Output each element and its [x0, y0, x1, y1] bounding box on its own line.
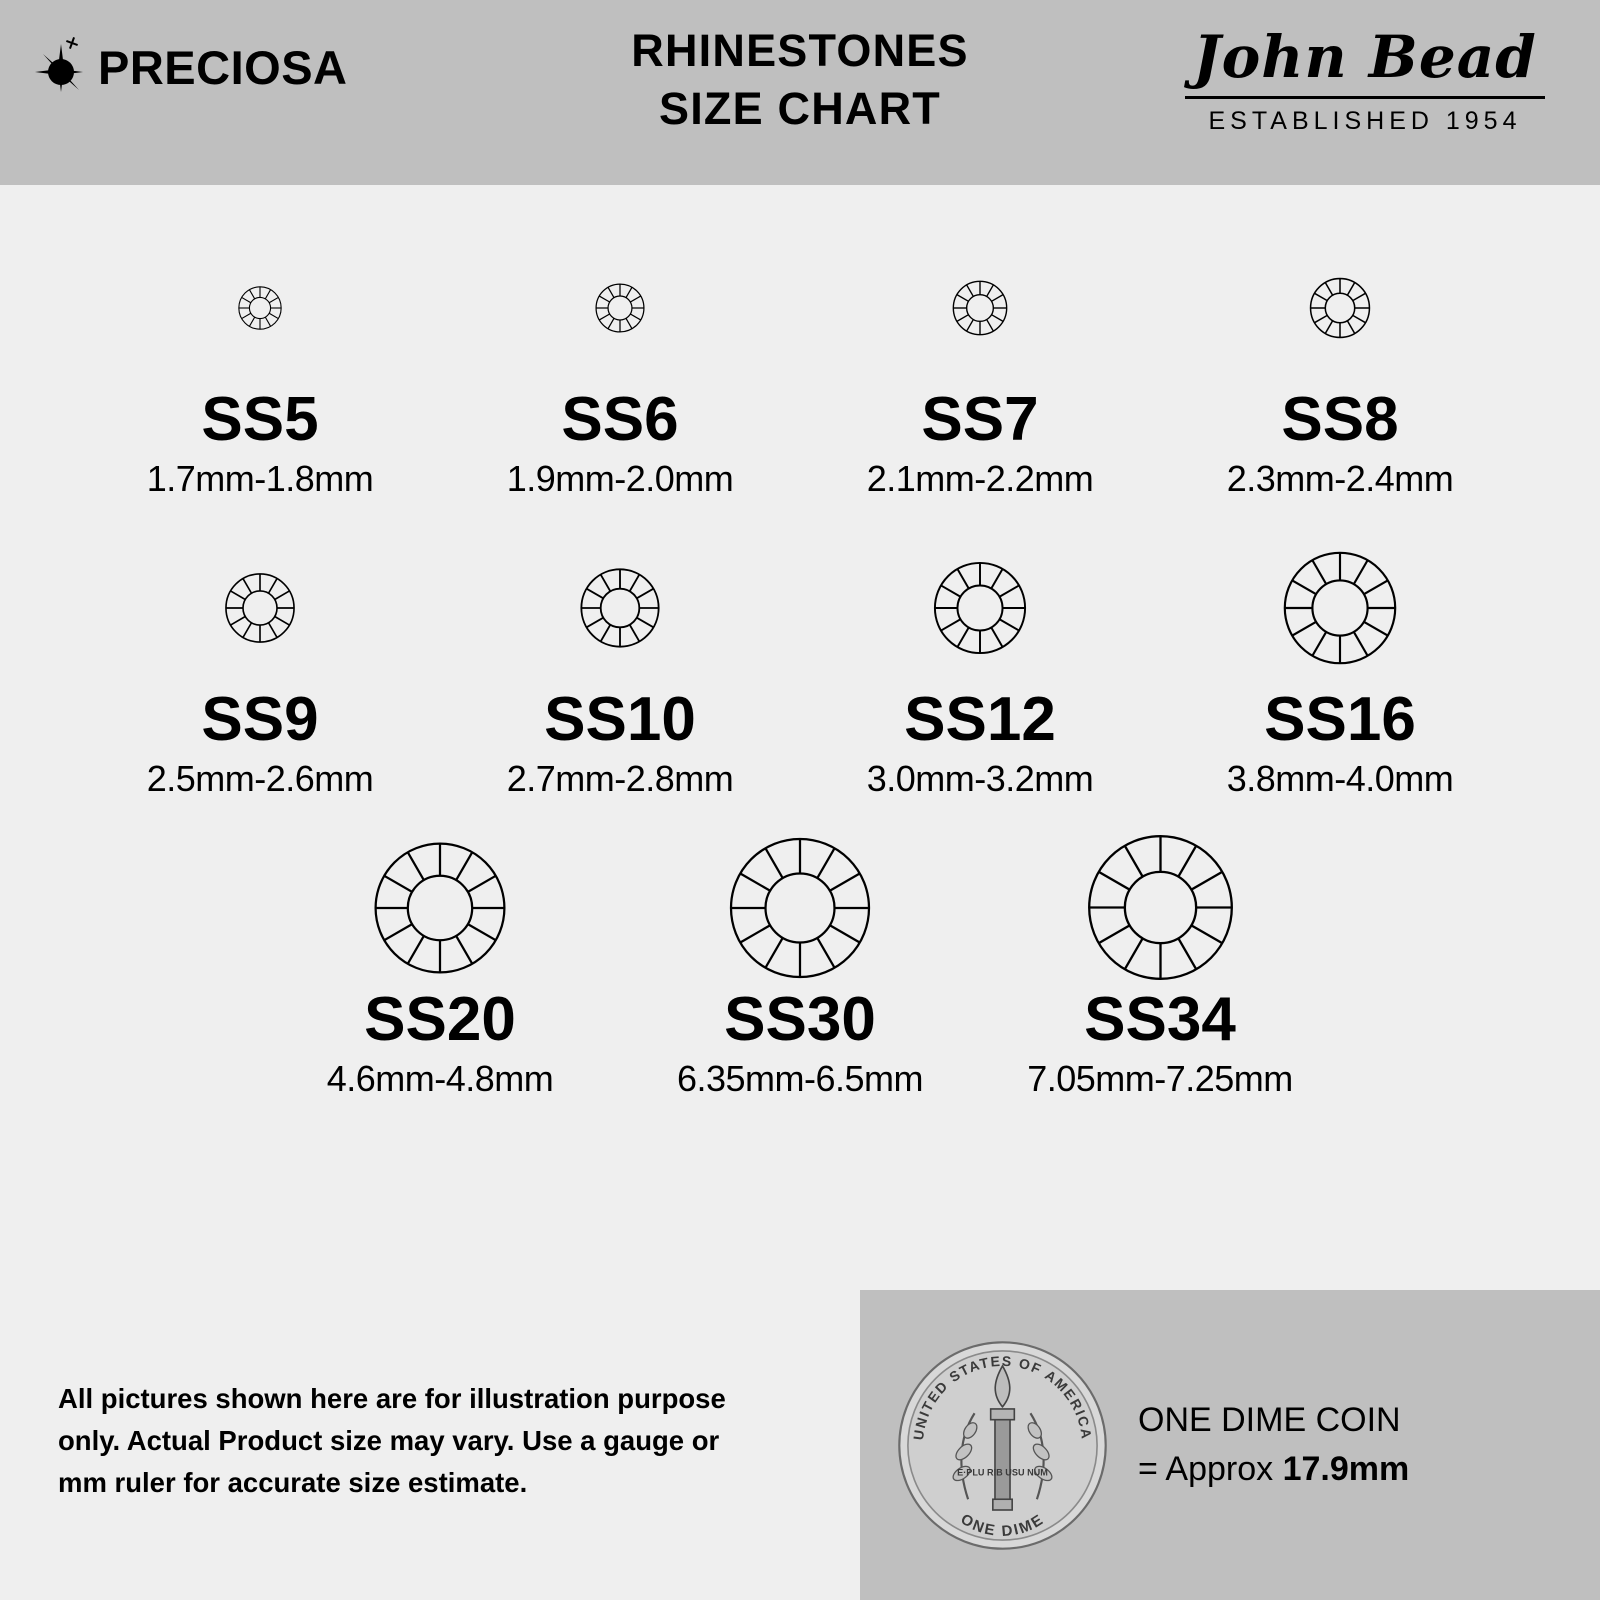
- stone-cell-ss16: [1160, 533, 1520, 800]
- stone-label: SS10: [544, 684, 696, 754]
- stone-label: SS16: [1264, 684, 1416, 754]
- stone-dims: 2.3mm-2.4mm: [1226, 458, 1454, 499]
- stone-label: SS8: [1281, 384, 1399, 454]
- stone-dims: 2.5mm-2.6mm: [146, 758, 374, 799]
- coin-caption-line1: ONE DIME COIN: [1138, 1400, 1401, 1439]
- stone-icon-ss30: [725, 833, 875, 983]
- stone-label: SS30: [724, 984, 876, 1054]
- stone-icon-ss10: [578, 533, 662, 683]
- stone-label: SS6: [561, 384, 679, 454]
- stone-icon-ss20: [370, 833, 510, 983]
- stone-label: SS20: [364, 984, 516, 1054]
- page-title-line2: SIZE CHART: [659, 82, 941, 134]
- dime-coin-icon: [895, 1338, 1110, 1553]
- stone-dims: 4.6mm-4.8mm: [326, 1058, 554, 1099]
- stone-label: SS12: [904, 684, 1056, 754]
- header-band: [0, 0, 1600, 185]
- stone-icon-ss7: [951, 233, 1009, 383]
- coin-caption-value: 17.9mm: [1282, 1450, 1410, 1488]
- stone-cell-ss34: [980, 833, 1340, 1100]
- stone-icon-ss6: [594, 233, 646, 383]
- stone-label: SS9: [201, 684, 319, 754]
- stone-label: SS34: [1084, 984, 1236, 1054]
- stone-row: [0, 200, 1600, 500]
- stone-label: SS7: [921, 384, 1039, 454]
- svg-text:E·PLU RIB USU NUM: E·PLU RIB USU NUM: [957, 1467, 1048, 1478]
- stone-dims: 1.7mm-1.8mm: [146, 458, 374, 499]
- john-bead-established: ESTABLISHED 1954: [1185, 96, 1545, 136]
- stone-dims: 2.7mm-2.8mm: [506, 758, 734, 799]
- disclaimer-text: All pictures shown here are for illustration purpose only. Actual Product size may vary. Use a gauge or mm ruler for accurate size estimate.: [58, 1383, 726, 1498]
- stone-icon-ss9: [223, 533, 297, 683]
- stone-icon-ss16: [1280, 533, 1400, 683]
- stone-row: [0, 500, 1600, 800]
- preciosa-wordmark: PRECIOSA: [98, 40, 348, 94]
- stone-cell-ss10: [440, 533, 800, 800]
- john-bead-wordmark: John Bead: [1193, 23, 1537, 91]
- coin-reference-panel: [860, 1290, 1600, 1600]
- stone-cell-ss9: [80, 533, 440, 800]
- stone-icon-ss34: [1083, 833, 1238, 983]
- stone-dims: 7.05mm-7.25mm: [1027, 1058, 1293, 1099]
- stone-cell-ss30: [620, 833, 980, 1100]
- stone-icon-ss5: [237, 233, 283, 383]
- stone-icon-ss12: [931, 533, 1029, 683]
- stone-size-grid: [0, 200, 1600, 1100]
- stone-cell-ss20: [260, 833, 620, 1100]
- stone-row: [0, 800, 1600, 1100]
- john-bead-logo: [1185, 23, 1545, 136]
- coin-caption-prefix: = Approx: [1138, 1450, 1283, 1488]
- stone-dims: 2.1mm-2.2mm: [866, 458, 1094, 499]
- stone-icon-ss8: [1308, 233, 1372, 383]
- stone-dims: 6.35mm-6.5mm: [676, 1058, 924, 1099]
- svg-text:UNITED STATES OF AMERICA: UNITED STATES OF AMERICA: [910, 1352, 1095, 1441]
- stone-cell-ss8: [1160, 233, 1520, 500]
- stone-dims: 1.9mm-2.0mm: [506, 458, 734, 499]
- page-title-line1: RHINESTONES: [631, 25, 969, 76]
- coin-caption-line2: [1138, 1445, 1409, 1494]
- stone-cell-ss7: [800, 233, 1160, 500]
- stone-dims: 3.8mm-4.0mm: [1226, 758, 1454, 799]
- stone-cell-ss6: [440, 233, 800, 500]
- stone-cell-ss5: [80, 233, 440, 500]
- stone-label: SS5: [201, 384, 319, 454]
- stone-cell-ss12: [800, 533, 1160, 800]
- stone-dims: 3.0mm-3.2mm: [866, 758, 1094, 799]
- svg-text:ONE DIME: ONE DIME: [957, 1510, 1048, 1540]
- coin-caption: [1138, 1396, 1409, 1495]
